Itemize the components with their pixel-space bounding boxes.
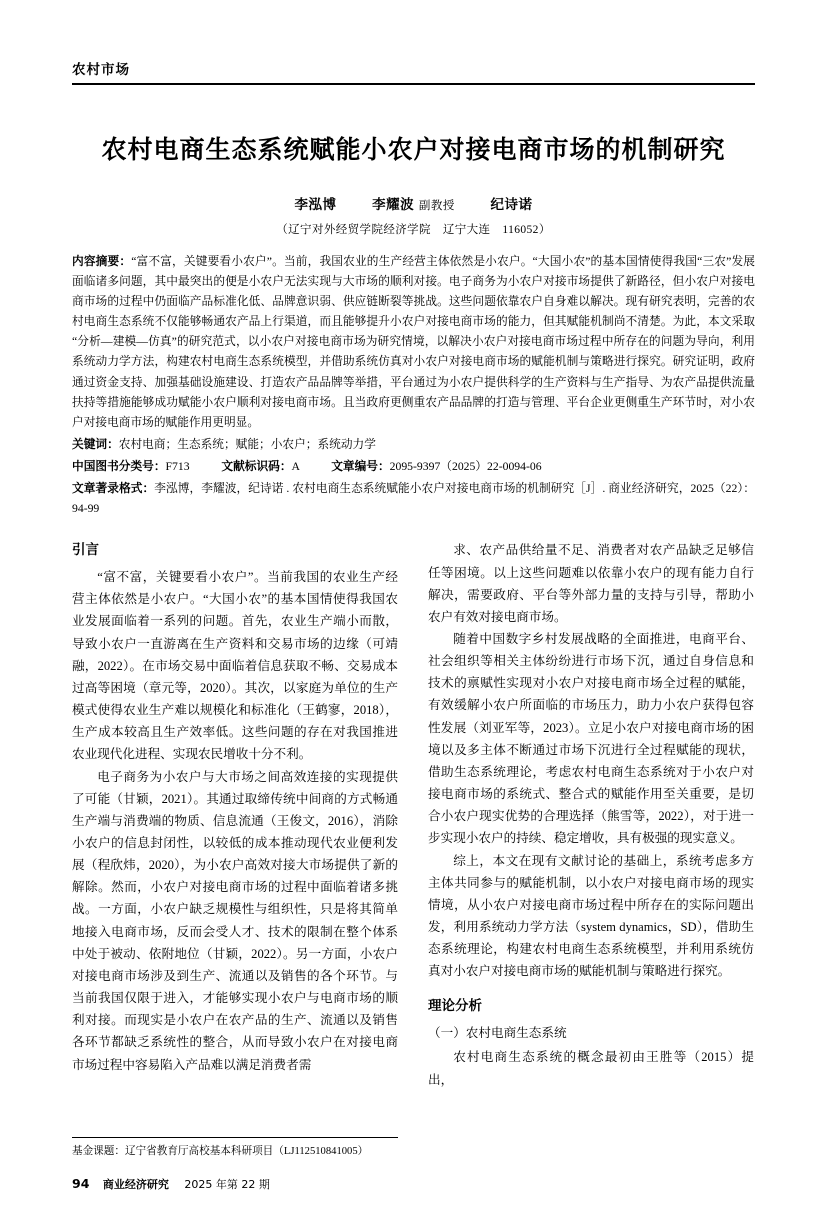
journal-name: 商业经济研究 (102, 1178, 169, 1191)
author-3: 纪诗诺 (490, 196, 533, 213)
subsection-heading-ecosystem: （一）农村电商生态系统 (428, 1026, 567, 1041)
paragraph: 农村电商生态系统的概念最初由王胜等（2015）提出， (428, 1050, 754, 1087)
paragraph: 随着中国数字乡村发展战略的全面推进，电商平台、社会组织等相关主体纷纷进行市场下沉，通过自身信息和技术的禀赋性实现对小农户对接电商市场全过程的赋能，有效缓解小农户所面临的市场压力，助力小农户获得包容性发展（刘亚军等，2023）。立足小农户对接电商市场的困境以及多主体不断通过市场下沉进行全过程赋能的现状，借助生态系统理论，考虑农村电商生态系统对于小农户对接电商市场的系统式、整合式的赋能作用至关重要，是切合小农户现实优势的合理选择（熊雪等，2022），对于进一步实现小农户的持续、稳定增收，具有极强的现实意义。 (428, 632, 754, 846)
doc-code-value: A (291, 460, 300, 473)
author-1: 李泓博 (294, 196, 337, 213)
identifier-row (72, 456, 755, 477)
section-heading-theory: 理论分析 (428, 997, 482, 1014)
author-2: 李耀波 (372, 196, 415, 213)
citation-text: 李泓博，李耀波，纪诗诺 . 农村电商生态系统赋能小农户对接电商市场的机制研究［J］. 商业经济研究，2025（22）：94-99 (72, 482, 755, 516)
running-head (72, 58, 755, 85)
author-list (72, 193, 755, 213)
section-heading-intro: 引言 (72, 542, 99, 559)
fund-note: 基金课题：辽宁省教育厅高校基本科研项目（LJ112510841005） (72, 1137, 398, 1160)
article-id-label: 文章编号： (331, 459, 390, 473)
doc-code-label: 文献标识码： (221, 459, 292, 473)
abstract-text: “富不富，关键要看小农户”。当前，我国农业的生产经营主体依然是小农户。“大国小农”的基本国情使得我国“三农”发展面临诸多问题，其中最突出的便是小农户无法实现与大市场的顺利对接。电子商务为小农户对接市场提供了新路径，但小农户对接电商市场的过程中仍面临产品标准化低、品牌意识弱、供应链断裂等挑战。这些问题依靠农户自身难以解决。现有研究表明，完善的农村电商生态系统不仅能够畅通农产品上行渠道，而且能够提升小农户对接电商市场的能力，但其赋能机制尚不清楚。为此，本文采取“分析—建模—仿真”的研究范式，以小农户对接电商市场为研究情境，以解决小农户对接电商市场过程中所存在的问题为导向，利用系统动力学方法，构建农村电商生态系统模型，并借助系统仿真对小农户对接电商市场的赋能机制与策略进行探究。研究证明，政府通过资金支持、加强基础设施建设、打造农产品品牌等举措，平台通过为小农户提供科学的生产资料与生产指导、为农产品提供流量扶持等措施能够成功赋能小农户顺利对接电商市场。且当政府更侧重农产品品牌的打造与管理、平台企业更侧重生产环节时，对小农户对接电商市场的赋能作用更明显。 (72, 254, 755, 429)
keywords-label: 关键词： (72, 436, 119, 451)
citation-label: 文章著录格式： (72, 481, 155, 496)
issue-label: 2025 年第 22 期 (184, 1178, 270, 1191)
running-head-label: 农村市场 (72, 62, 130, 78)
body-columns (72, 539, 755, 1157)
affiliation: （辽宁对外经贸学院经济学院 辽宁大连 116052） (276, 223, 551, 236)
keywords-text: 农村电商；生态系统；赋能；小农户；系统动力学 (118, 437, 376, 451)
citation-row (72, 478, 755, 519)
abstract-paragraph (72, 251, 755, 433)
page-footer (72, 1176, 270, 1192)
column-right (428, 539, 754, 1157)
paragraph: 电子商务为小农户与大市场之间高效连接的实现提供了可能（甘颖，2021）。其通过取缔传统中间商的方式畅通生产端与消费端的物质、信息流通（王俊文，2016），消除小农户的信息封闭性，以较低的成本推动现代农业便利发展（程欣炜，2020），为小农户高效对接大市场提供了新的解除。然而，小农户对接电商市场的过程中面临着诸多挑战。一方面，小农户缺乏规模性与组织性，只是将其简单地接入电商市场，反而会受人才、技术的限制在整个体系中处于被动、依附地位（甘颖，2022）。另一方面，小农户对接电商市场涉及到生产、流通以及销售的各个环节。与当前我国仅限于进入，才能够实现小农户与电商市场的顺利对接。而现实是小农户在农产品的生产、流通以及销售各环节都缺乏系统性的整合，从而导致小农户在对接电商市场过程中容易陷入产品难以满足消费者需 (72, 769, 398, 1072)
page-number: 94 (72, 1176, 90, 1191)
clc-label: 中国图书分类号： (72, 459, 166, 473)
article-page (0, 58, 827, 1218)
author-2-role: 副教授 (418, 197, 455, 212)
paragraph: “富不富，关键要看小农户”。当前我国的农业生产经营主体依然是小农户。“大国小农”的基本国情使得我国农业发展面临着一系列的问题。首先，农业生产端小而散，导致小农户一直游离在生产资料和交易市场的边缘（可靖融，2022）。在市场交易中面临着信息获取不畅、交易成本过高等困境（章元等，2020）。其次，以家庭为单位的生产模式使得农业生产难以规模化和标准化（王鹤寥，2018），生产成本较高且生产效率低。这些问题的存在对我国推进农业现代化进程、实现农民增收十分不利。 (72, 570, 398, 762)
article-id-value: 2095-9397（2025）22-0094-06 (389, 460, 542, 473)
keywords-row (72, 434, 755, 455)
clc-value: F713 (165, 460, 190, 473)
column-left (72, 539, 398, 1157)
page-title: 农村电商生态系统赋能小农户对接电商市场的机制研究 (101, 135, 726, 164)
paragraph: 求、农产品供给量不足、消费者对农产品缺乏足够信任等困境。以上这些问题难以依靠小农户的现有能力自行解决，需要政府、平台等外部力量的支持与引导，帮助小农户有效对接电商市场。 (428, 543, 754, 624)
abstract-label: 内容摘要： (72, 253, 132, 268)
abstract-block (72, 251, 755, 520)
paragraph: 综上，本文在现有文献讨论的基础上，系统考虑多方主体共同参与的赋能机制，以小农户对接电商市场的现实情境，从小农户对接电商市场过程中所存在的实际问题出发，利用系统动力学方法（system dynamics，SD），借助生态系统理论，构建农村电商生态系统模型，并利用系统仿真对小农户对接电商市场的赋能机制与策略进行探究。 (428, 853, 754, 979)
